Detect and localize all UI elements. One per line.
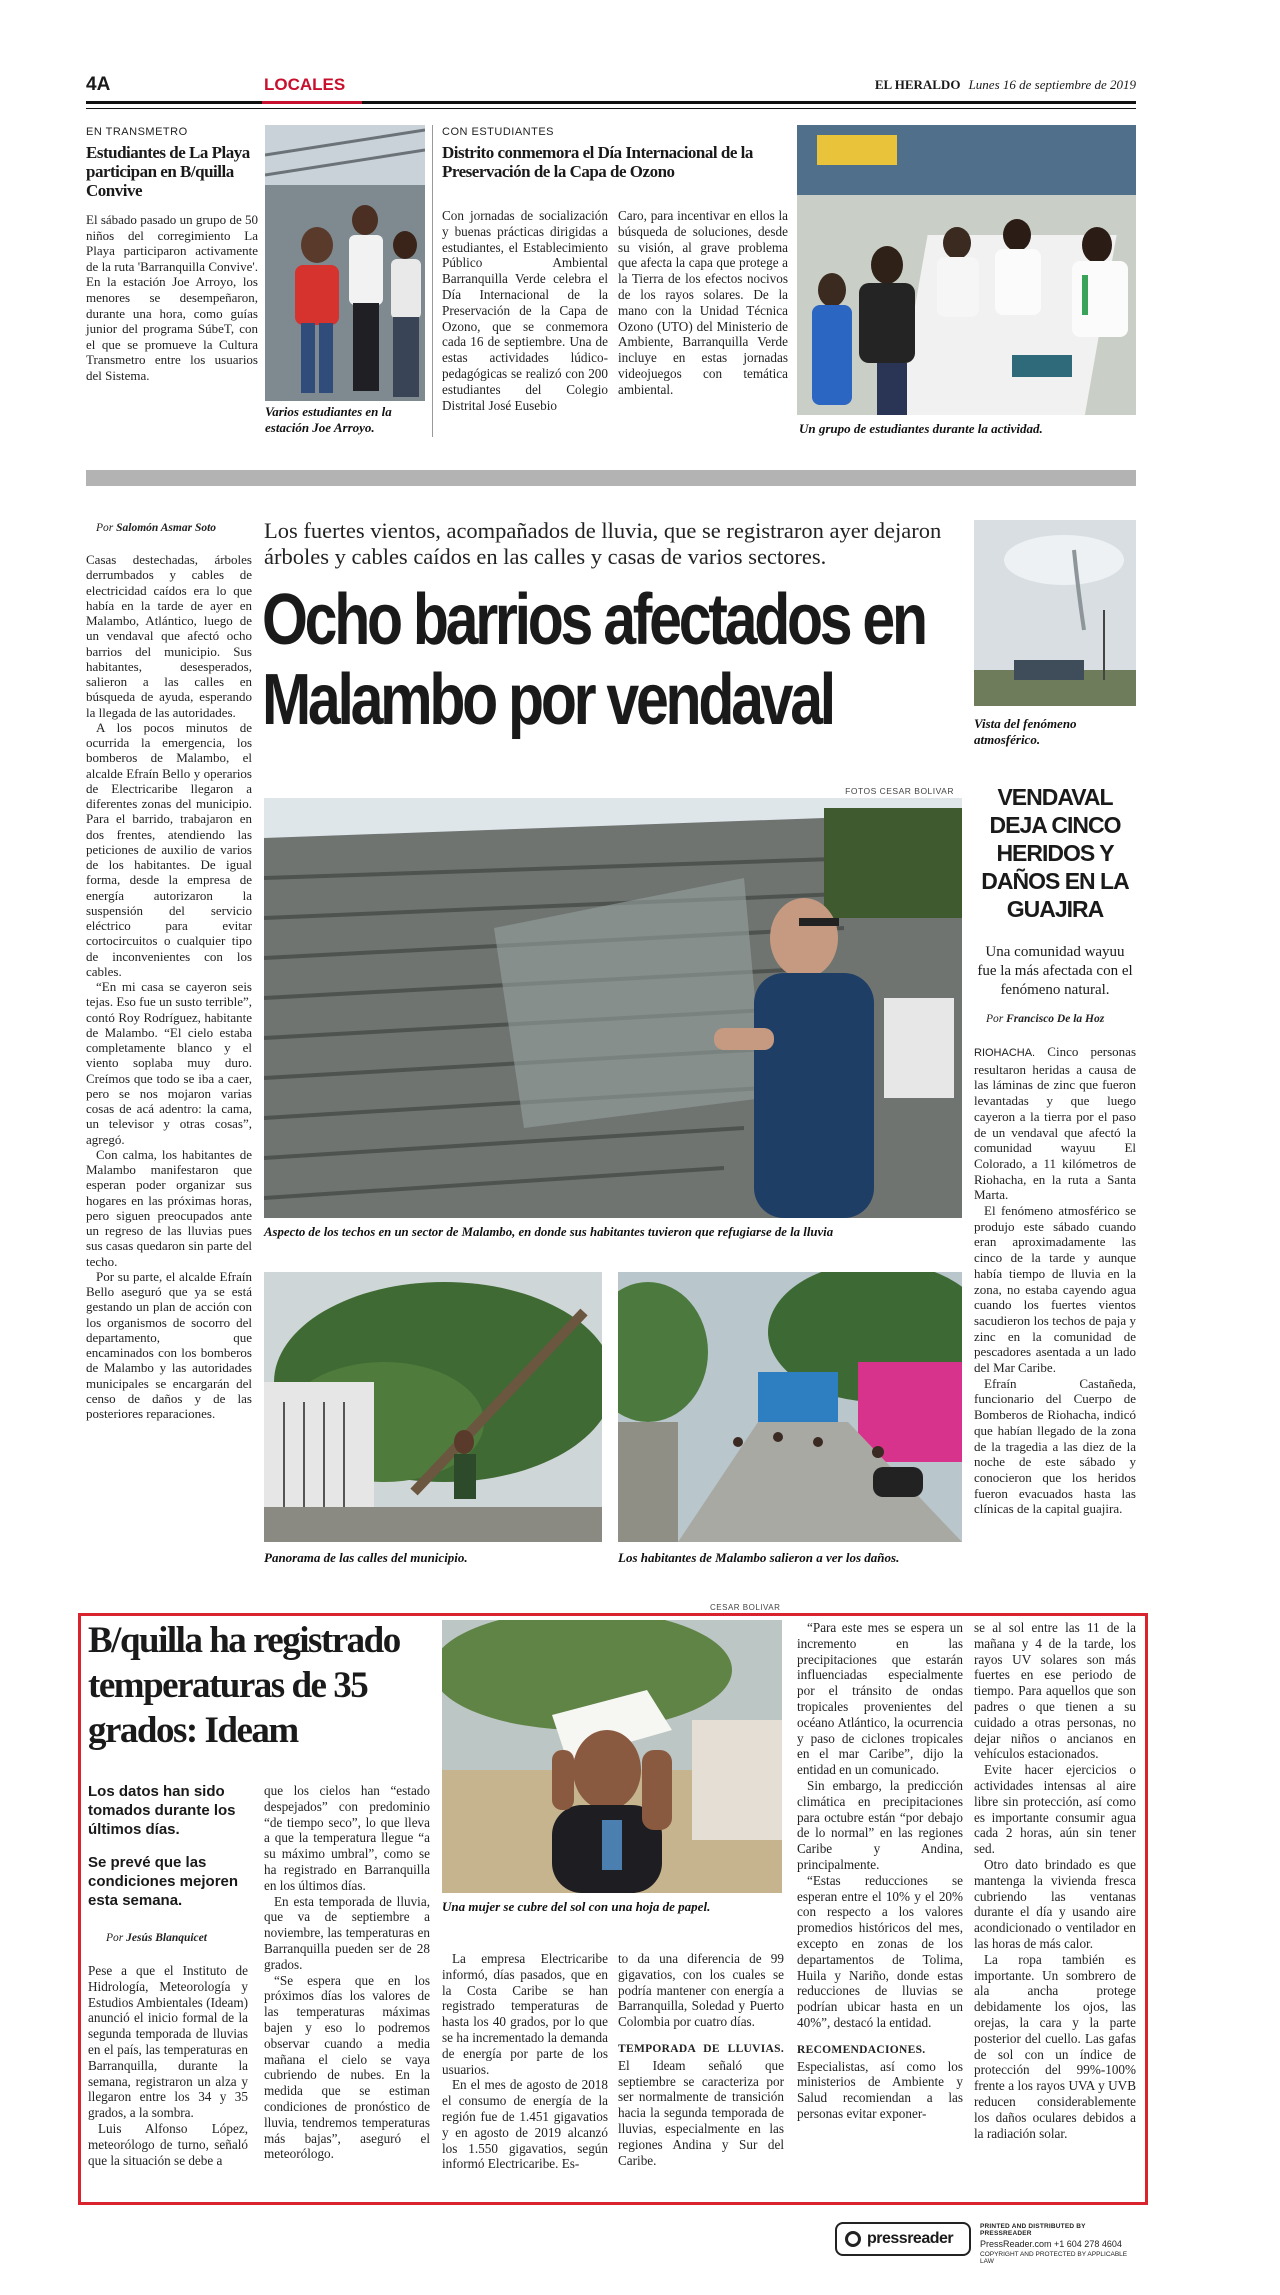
photo-woman-sun — [442, 1620, 782, 1893]
brief-ozono-title: Distrito conmemora el Día Internacional de la Preservación de la Capa de Ozono — [442, 143, 753, 181]
pressreader-logo-icon — [845, 2231, 861, 2247]
sidebar-byline — [986, 1013, 1104, 1025]
photo-caption-streets: Panorama de las calles del municipio. — [264, 1550, 468, 1565]
bottom-paragraph: “Para este mes se espera un incremento en las precipitaciones que estarán influenciadas especialmente por el tránsito de ondas tropicales provenientes del océano Atlántico, la ocurrencia y paso de ciclones tropicales en el mar Caribe”, dijo la entidad en un comunicado. — [797, 1620, 963, 1778]
pressreader-brand: pressreader — [867, 2230, 954, 2247]
bottom-paragraph: En el mes de agosto de 2018 el consumo de energía de la región fue de 1.451 gigavatios y en agosto de 2019 alcanzó los 1.550 gigavatios, según informó Electricaribe. Es- — [442, 2077, 608, 2172]
photo-residents — [618, 1272, 962, 1542]
bottom-col-4 — [618, 1951, 784, 2168]
pressreader-line-2: PressReader.com +1 604 278 4604 — [980, 2239, 1122, 2249]
main-byline-prefix: Por — [96, 522, 114, 534]
bottom-headline: B/quilla ha registrado temperaturas de 35 grados: Ideam — [88, 1620, 400, 1751]
bottom-paragraph: se al sol entre las 11 de la mañana y 4 de la tarde, los rayos UV solares son más fuertes en ese periodo de tiempo. Para aquellos que son padres o que tienen a su cuidado a otras personas, no dejar niños o ancianos en vehículos estacionados. — [974, 1620, 1136, 1762]
sidebar-paragraph — [974, 1044, 1136, 1203]
section-divider-bar — [86, 470, 1136, 486]
bottom-byline-prefix: Por — [106, 1932, 124, 1944]
sidebar-title: VENDAVAL DEJA CINCO HERIDOS Y DAÑOS EN LA GUAJIRA — [981, 784, 1129, 922]
bottom-byline-name: Jesús Blanquicet — [126, 1932, 207, 1944]
bottom-paragraph: “Se espera que en los próximos días los valores de las temperaturas máximas bajen y eso lo podremos observar cuando a media mañana el cielo se vaya cubriendo de nubes. En la medida que se estiman condiciones de pronóstico de lluvia, tendremos temperaturas más bajas”, aseguró el meteorólogo. — [264, 1972, 430, 2162]
main-photo-credit: FOTOS CESAR BOLIVAR — [845, 786, 954, 796]
pressreader-line-1: PRINTED AND DISTRIBUTED BY PRESSREADER — [980, 2223, 1086, 2237]
bottom-paragraph — [618, 2040, 784, 2168]
brief-transmetro — [86, 126, 258, 384]
header-rule — [86, 101, 1136, 104]
bottom-dek-2: Se prevé que las condiciones mejoren esta semana. — [88, 1854, 239, 1909]
photo-caption-residents: Los habitantes de Malambo salieron a ver los daños. — [618, 1550, 900, 1565]
masthead-date — [875, 77, 1136, 93]
main-byline — [96, 522, 216, 534]
sidebar-dateline: RIOHACHA. — [974, 1047, 1036, 1059]
bottom-paragraph: que los cielos han “estado despejados” con predominio “de tiempo seco”, lo que lleva a que la temperatura llegue “a su máximo umbral”, como se ha registrado en Barranquilla en los últimos días. — [264, 1783, 430, 1893]
bottom-col-5 — [797, 1620, 963, 2122]
page-header — [86, 72, 1136, 102]
main-paragraph: Con calma, los habitantes de Malambo manifestaron que esperan poder organizar sus hogares en las próximas horas, pero siguen preocupados ante un regreso de las lluvias pues sus casas quedaron sin parte del techo. — [86, 1146, 252, 1269]
photo-caption-woman: Una mujer se cubre del sol con una hoja de papel. — [442, 1899, 711, 1914]
bottom-col-3 — [442, 1951, 608, 2172]
divider-top-mid — [432, 125, 433, 437]
bottom-byline — [106, 1932, 207, 1944]
bottom-paragraph: La ropa también es importante. Un sombrero de ala ancha protege debidamente los ojos, las orejas, la cara y la parte posterior del cuello. Las gafas de sol con un índice de protección del 99%-100% frente a los rayos UVA y UVB reducen considerablemente los daños oculares debidos a la radiación solar. — [974, 1951, 1136, 2141]
bottom-paragraph: to da una diferencia de 99 gigavatios, con los cuales se podría mantener con energía a Barranquilla, Soledad y Puerto Colombia por cuatro días. — [618, 1951, 784, 2030]
subhead-lluvias-text: El Ideam señaló que septiembre se caracteriza por ser normalmente de transición hacia la segunda temporada de lluvias, especialmente en las regiones Andina y Sur del Caribe. — [618, 2057, 784, 2168]
bottom-paragraph — [797, 2041, 963, 2122]
bottom-paragraph: Evite hacer ejercicios o actividades intensas al aire libre sin protección, así como es importante consumir agua cada 2 horas, aún sin tener sed. — [974, 1762, 1136, 1857]
sidebar-paragraph: El fenómeno atmosférico se produjo este sábado cuando eran aproximadamente las cinco de la tarde y aunque había tiempo de lluvia en la zona, no estaba cayendo agua cuando los fuertes vientos sacudieron los techos de paja y zinc en la comunidad de pescadores asentada a un lado del Mar Caribe. — [974, 1203, 1136, 1376]
sidebar-dek: Una comunidad wayuu fue la más afectada con el fenómeno natural. — [977, 944, 1133, 998]
brief-ozono — [442, 126, 787, 181]
brief-ozono-kicker: CON ESTUDIANTES — [442, 126, 555, 138]
brief-ozono-col2: Caro, para incentivar en ellos la búsqueda de soluciones, desde su visión, al grave problema que afecta la capa que protege a la Tierra de los efectos nocivos de los rayos solares. De la mano con la Unidad Técnica Ozono (UTO) del Ministerio de Ambiente, Barranquilla Verde incluye en estas jornadas videojuegos con temática ambiental. — [618, 208, 788, 397]
bottom-paragraph: Pese a que el Instituto de Hidrología, Meteorología y Estudios Ambientales (Ideam) anunció el inicio formal de la segunda temporada de lluvias en el país, las temperaturas en Barranquilla, durante la semana, registraron un alza y llegaron entre los 34 y 35 grados, a la sombra. — [88, 1963, 248, 2121]
bottom-paragraph: La empresa Electricaribe informó, días pasados, que en la Costa Caribe se han registrado temperaturas de hasta los 40 grados, por lo que se ha incrementado la demanda de energía por parte de los usuarios. — [442, 1951, 608, 2077]
brief-ozono-col1: Con jornadas de socialización y buenas prácticas dirigidas a estudiantes, el Establecimiento Público Ambiental Barranquilla Verde celebra el Día Internacional de la Preservación de la Capa de Ozono, que se conmemora cada 16 de septiembre. Una de estas actividades lúdico-pedagógicas se realizó con 200 estudiantes del Colegio Distrital José Eusebio — [442, 208, 608, 413]
bottom-paragraph: En esta temporada de lluvia, que va de septiembre a noviembre, las temperaturas en Barranquilla pueden ser de 28 grados. — [264, 1893, 430, 1972]
photo-streets-tree — [264, 1272, 602, 1542]
subhead-lluvias: TEMPORADA DE LLUVIAS. — [618, 2042, 784, 2055]
sidebar-byline-prefix: Por — [986, 1013, 1004, 1025]
main-paragraph: Por su parte, el alcalde Efraín Bello aseguró que ya se está gestando un plan de acción con los organismos de socorro del departamento, que encaminados con los bomberos de Malambo y las autoridades municipales se encargarán del censo de daños y de las posteriores reparaciones. — [86, 1268, 252, 1421]
photo-caption-roofs: Aspecto de los techos en un sector de Malambo, en donde sus habitantes tuvieron que refugiarse de la lluvia — [264, 1225, 834, 1239]
bottom-paragraph: Otro dato brindado es que mantenga la vivienda fresca cubriendo las ventanas durante el día y usando aire acondicionado o ventilador en las horas de más calor. — [974, 1856, 1136, 1951]
section-name: LOCALES — [264, 75, 346, 94]
paper-name: EL HERALDO — [874, 77, 961, 92]
main-dek: Los fuertes vientos, acompañados de lluvia, que se registraron ayer dejaron árboles y cables caídos en las calles y casas de varios sectores. — [264, 518, 942, 569]
sidebar-byline-name: Francisco De la Hoz — [1006, 1013, 1105, 1025]
photo-caption-station: Varios estudiantes en la estación Joe Arroyo. — [265, 404, 392, 435]
photo-students-station — [265, 125, 425, 401]
page-number: 4A — [86, 74, 111, 95]
subhead-recomendaciones: RECOMENDACIONES. — [797, 2043, 926, 2056]
bottom-col-1 — [88, 1963, 248, 2168]
main-paragraph: Casas destechadas, árboles derrumbados y cables de electricidad caídos era lo que había en la tarde de ayer en Malambo, Atlántico, luego de un vendaval que afectó ocho barrios del municipio. Sus habitantes, desesperados, salieron a las calles en búsqueda de ayuda, esperando la llegada de las autoridades. — [86, 552, 252, 720]
sidebar-body — [974, 1044, 1136, 1517]
brief-body: El sábado pasado un grupo de 50 niños del corregimiento La Playa participaron activamente de la ruta 'Barranquilla Convive'. En la estación Joe Arroyo, los menores se desempeñaron, durante una hora, como guías junior del programa SúbeT, con el que se promueve la Cultura Transmetro entre los usuarios del Sistema. — [86, 212, 258, 383]
photo-students-activity — [797, 125, 1136, 415]
header-rule-accent — [262, 101, 362, 104]
pressreader-info — [980, 2223, 1138, 2265]
main-paragraph: “En mi casa se cayeron seis tejas. Eso fue un susto terrible”, contó Roy Rodríguez, habitante de Malambo. “El cielo estaba completamente blanco y el viento soplaba muy duro. Creímos que todo se iba a caer, pero se nos mojaron varias cosas de acá adentro: la cama, un televisor y otras cosas”, agregó. — [86, 979, 252, 1147]
main-paragraph: A los pocos minutos de ocurrida la emergencia, los bomberos de Malambo, el alcalde Efraín Bello y operarios de Electricaribe llegaron a diferentes zonas del municipio. Para el barrido, trabajaron en dos frentes, atendiendo las peticiones de auxilio de varios de los habitantes. De igual forma, desde la empresa de energía autorizaron la suspensión del servicio eléctrico para evitar cortocircuitos o cualquier tipo de inconvenientes con los cables. — [86, 719, 252, 979]
subhead-recomendaciones-text: Especialistas, así como los ministerios de Ambiente y Salud recomiendan a las personas evitar exponer- — [797, 2058, 963, 2121]
sidebar-paragraph: Efraín Castañeda, funcionario del Cuerpo de Bomberos de Riohacha, indicó que habían llegado de la zona de la tragedia a las diez de la noche de este sábado y conocieron que los heridos fueron evacuados hasta las clínicas de la capital guajira. — [974, 1375, 1136, 1517]
header-rule-thin — [86, 108, 1136, 109]
bottom-col-2 — [264, 1783, 430, 2162]
photo-caption-activity: Un grupo de estudiantes durante la actividad. — [799, 421, 1043, 436]
photo-credit-2: CESAR BOLIVAR — [710, 1603, 781, 1612]
bottom-paragraph: “Estas reducciones se esperan entre el 10% y el 20% con respecto a los valores promedios históricos del mes, excepto en zonas de los departamentos de Tolima, Huila y Nariño, donde estas reducciones de lluvias se podrían ubicar hasta en un 40%”, destacó la entidad. — [797, 1872, 963, 2030]
main-byline-name: Salomón Asmar Soto — [116, 522, 217, 534]
pressreader-line-3: COPYRIGHT AND PROTECTED BY APPLICABLE LAW — [980, 2251, 1128, 2265]
sidebar-p1: Cinco personas resultaron heridas a causa de las láminas de zinc que fueron levantadas y que luego cayeron a la tierra por el paso de un vendaval que afectó la comunidad wayuu El Colorado, a 11 kilómetros de Riohacha, en la ruta a Santa Marta. — [974, 1044, 1137, 1203]
bottom-col-6 — [974, 1620, 1136, 2141]
brief-kicker: EN TRANSMETRO — [86, 126, 188, 138]
photo-phenomenon — [974, 520, 1136, 706]
brief-title: Estudiantes de La Playa participan en B/quilla Convive — [86, 143, 250, 200]
pressreader-badge[interactable] — [835, 2222, 971, 2256]
photo-roofs — [264, 798, 962, 1218]
main-headline: Ocho barrios afectados en Malambo por vendaval — [262, 580, 925, 740]
photo-caption-phenomenon: Vista del fenómeno atmosférico. — [974, 716, 1077, 747]
main-body — [86, 552, 252, 1421]
issue-date: Lunes 16 de septiembre de 2019 — [968, 77, 1136, 92]
bottom-dek-1: Los datos han sido tomados durante los últimos días. — [88, 1783, 236, 1838]
bottom-paragraph: Luis Alfonso López, meteorólogo de turno, señaló que la situación se debe a — [88, 2120, 248, 2168]
bottom-paragraph: Sin embargo, la predicción climática en precipitaciones para octubre están “por debajo de lo normal” en las regiones Caribe y Andina, principalmente. — [797, 1777, 963, 1872]
